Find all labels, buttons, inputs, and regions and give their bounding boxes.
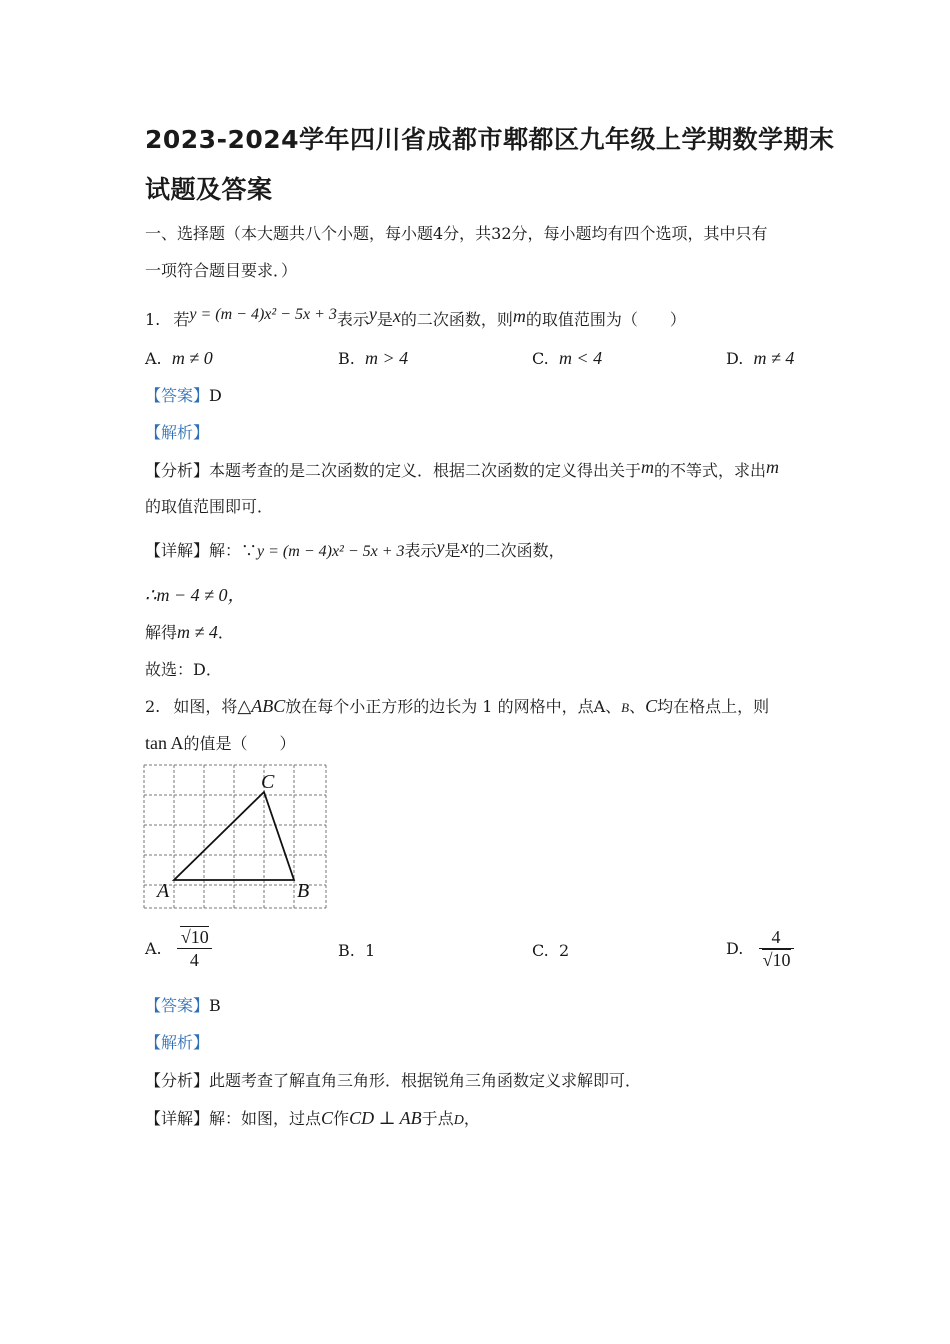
section-header-line-1: 一、选择题（本大题共八个小题，每小题4分，共32分，每小题均有四个选项，其中只有 xyxy=(145,224,768,243)
question-2-stem-cont: tan A的值是（ ） xyxy=(145,733,296,753)
q2-answer: 【答案】B xyxy=(145,996,221,1015)
q1-answer: 【答案】D xyxy=(145,386,222,405)
q2-option-c: C. 2 xyxy=(532,941,570,960)
q1-step-1: ∴m − 4 ≠ 0， xyxy=(145,585,246,605)
question-1-stem: 1. 若y = (m − 4)x² − 5x + 3表示y是x的二次函数，则m的取值范围为（ ） xyxy=(145,304,686,329)
question-1-number: 1. xyxy=(145,310,161,329)
q1-conclusion: 故选：D． xyxy=(145,660,222,679)
q2-option-a-fraction: $\frac{√10}{4}$ xyxy=(177,926,212,971)
question-2-number: 2. xyxy=(145,697,161,716)
vertex-label-b: B xyxy=(297,880,310,902)
document-title-line-2: 试题及答案 xyxy=(145,175,273,204)
q1-analysis-tag: 【解析】 xyxy=(145,423,210,442)
question-2-stem: 2. 如图，将△ABC放在每个小正方形的边长为 1 的网格中，点A、B、C均在格点上，则 xyxy=(145,696,770,716)
section-header-line-2: 一项符合题目要求．） xyxy=(145,261,298,280)
question-1-formula: y = (m − 4)x² − 5x + 3 xyxy=(189,306,337,323)
q2-option-d: D. $\frac{4}{√10}$ xyxy=(726,926,794,971)
q2-fenxi: 【分析】此题考查了解直角三角形．根据锐角三角函数定义求解即可． xyxy=(145,1071,642,1090)
q2-option-b: B. 1 xyxy=(338,941,376,960)
triangle-grid-figure xyxy=(140,762,332,914)
q1-option-c: C. m < 4 xyxy=(532,348,603,368)
q1-fenxi: 【分析】本题考查的是二次函数的定义．根据二次函数的定义得出关于m的不等式，求出m xyxy=(145,457,780,480)
q1-option-a: A. m ≠ 0 xyxy=(145,348,213,368)
q1-fenxi-cont: 的取值范围即可． xyxy=(145,497,274,516)
q2-option-a: A. $\frac{√10}{4}$ xyxy=(145,926,212,971)
q1-option-b: B. m > 4 xyxy=(338,348,409,368)
vertex-label-c: C xyxy=(261,771,275,793)
q2-analysis-tag: 【解析】 xyxy=(145,1033,210,1052)
q1-step-2: 解得m ≠ 4． xyxy=(145,622,234,642)
q1-option-d: D. m ≠ 4 xyxy=(726,348,795,368)
q2-xiangjie: 【详解】解：如图，过点C作CD ⊥ AB于点D， xyxy=(145,1108,480,1128)
q1-xiangjie: 【详解】解：∵y = (m − 4)x² − 5x + 3表示y是x的二次函数， xyxy=(145,537,565,560)
vertex-label-a: A xyxy=(157,880,170,902)
q2-option-d-fraction: $\frac{4}{√10}$ xyxy=(759,926,794,971)
document-title-line-1: 2023-2024学年四川省成都市郫都区九年级上学期数学期末 xyxy=(145,125,835,154)
